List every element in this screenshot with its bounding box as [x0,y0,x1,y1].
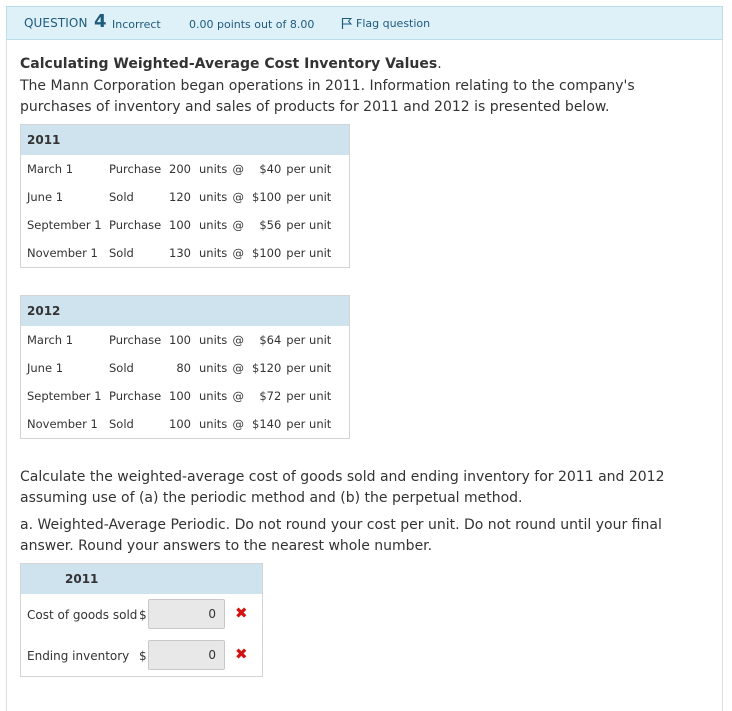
table-year-header: 2011 [21,125,350,156]
currency-symbol: $ [139,649,147,663]
row-price: $64 [259,333,282,347]
answer-table-2011 [20,563,263,677]
row-per-unit: per unit [286,389,332,403]
question-intro: The Mann Corporation began operations in 2011. Information relating to the company's purchases of inventory and sales of products for 2011 and 2012 is presented below. [20,78,635,115]
row-at-sign: @ [232,162,245,176]
row-type: Purchase [109,218,162,232]
row-type: Sold [109,246,134,260]
table-row [21,155,350,183]
incorrect-icon: ✖ [235,604,248,622]
row-units: units [199,417,228,431]
table-row [21,326,350,354]
table-row [21,211,350,239]
incorrect-icon: ✖ [235,645,248,663]
row-date: November 1 [27,417,98,431]
row-quantity: 200 [169,162,191,176]
row-quantity: 100 [169,389,191,403]
table-row [21,183,350,211]
question-points: 0.00 points out of 8.00 [189,18,315,31]
flag-question-link[interactable] [341,17,430,30]
row-per-unit: per unit [286,190,332,204]
row-per-unit: per unit [286,417,332,431]
table-row [21,382,350,410]
row-type: Sold [109,190,134,204]
row-units: units [199,162,228,176]
row-at-sign: @ [232,389,245,403]
row-per-unit: per unit [286,162,332,176]
question-title-suffix: . [437,56,442,72]
table-row [21,410,350,439]
row-per-unit: per unit [286,333,332,347]
row-at-sign: @ [232,361,245,375]
row-date: November 1 [27,246,98,260]
table-body [21,326,350,439]
question-title [20,56,442,72]
row-units: units [199,389,228,403]
question-header [6,6,723,40]
row-units: units [199,190,228,204]
row-type: Purchase [109,333,162,347]
row-type: Purchase [109,389,162,403]
row-units: units [199,218,228,232]
row-per-unit: per unit [286,361,332,375]
table-year-header: 2012 [21,296,350,327]
row-type: Purchase [109,162,162,176]
flag-question-label: Flag question [356,17,431,30]
part-a-text: a. Weighted-Average Periodic. Do not round your cost per unit. Do not round until your final answer. Round your answers to the nearest whole number. [20,517,662,554]
cogs-label: Cost of goods sold [27,608,138,622]
question-status: Incorrect [112,18,161,31]
transactions-table-2012 [20,295,350,439]
instructions-text: Calculate the weighted-average cost of goods sold and ending inventory for 2011 and 2012 assuming use of (a) the periodic method and (b) the perpetual method. [20,469,665,506]
row-date: March 1 [27,333,74,347]
currency-symbol: $ [139,608,147,622]
row-date: June 1 [27,361,64,375]
ending-inventory-row [21,640,262,676]
answer-table-header [21,564,262,594]
row-date: September 1 [27,218,102,232]
question-number: 4 [94,11,107,32]
row-quantity: 80 [176,361,191,375]
row-price: $56 [259,218,282,232]
row-at-sign: @ [232,190,245,204]
row-price: $100 [252,190,282,204]
row-units: units [199,361,228,375]
flag-icon [341,17,352,29]
row-date: June 1 [27,190,64,204]
row-price: $120 [252,361,282,375]
cogs-input[interactable] [148,599,225,629]
row-date: September 1 [27,389,102,403]
row-per-unit: per unit [286,246,332,260]
row-price: $40 [259,162,282,176]
table-row [21,239,350,268]
row-quantity: 120 [169,190,191,204]
ending-inventory-input[interactable] [148,640,225,670]
row-at-sign: @ [232,246,245,260]
row-type: Sold [109,361,134,375]
cogs-row [21,599,262,635]
row-type: Sold [109,417,134,431]
table-row [21,354,350,382]
row-at-sign: @ [232,218,245,232]
row-price: $100 [252,246,282,260]
answer-year: 2011 [65,572,99,586]
row-at-sign: @ [232,417,245,431]
row-quantity: 100 [169,218,191,232]
ending-inventory-label: Ending inventory [27,649,130,663]
row-quantity: 130 [169,246,191,260]
row-date: March 1 [27,162,74,176]
question-label: QUESTION [24,16,88,30]
row-per-unit: per unit [286,218,332,232]
row-price: $72 [259,389,282,403]
row-price: $140 [252,417,282,431]
row-at-sign: @ [232,333,245,347]
transactions-table-2011 [20,124,350,268]
question-title-text: Calculating Weighted-Average Cost Inventory Values [20,56,438,72]
row-units: units [199,333,228,347]
row-units: units [199,246,228,260]
row-quantity: 100 [169,417,191,431]
table-body [21,155,350,268]
row-quantity: 100 [169,333,191,347]
